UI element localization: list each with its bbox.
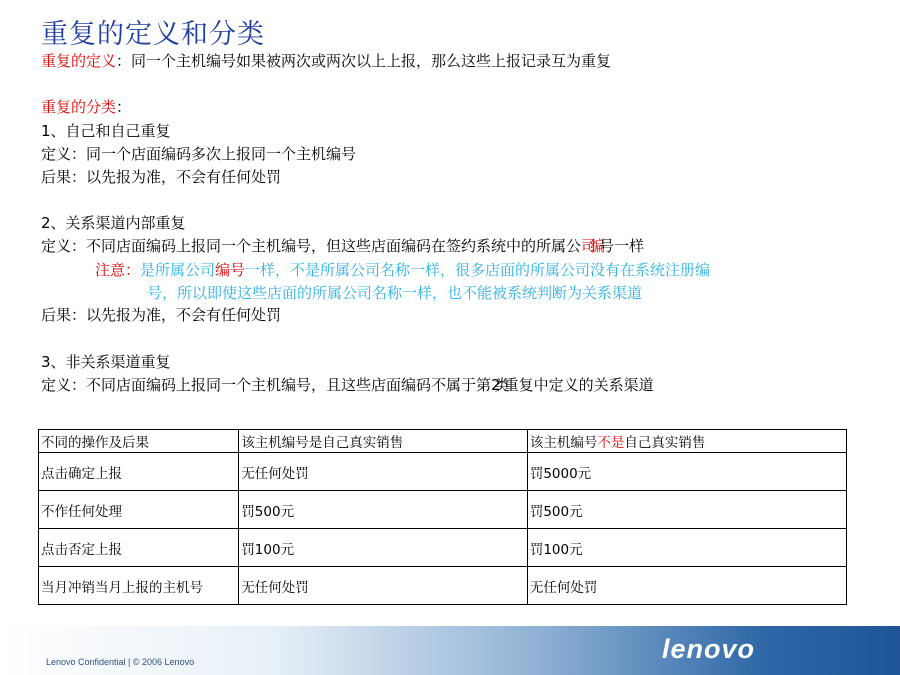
table-header-cell: 不同的操作及后果 <box>39 430 239 453</box>
table-row <box>39 491 847 529</box>
table-header-cell: 该主机编号是自己真实销售 <box>239 430 528 453</box>
table-cell: 罚500元 <box>239 491 528 529</box>
header-c3-a: 该主机编号 <box>529 435 598 451</box>
table-cell: 罚5000元 <box>527 453 846 491</box>
section-2-definition-overlap: 司编 <box>581 237 600 255</box>
table-cell: 不作任何处理 <box>39 491 239 529</box>
note-label: 注意： <box>95 261 141 279</box>
table-cell: 罚100元 <box>239 529 528 567</box>
definition-colon: ： <box>116 52 132 70</box>
page-title: 重复的定义和分类 <box>41 19 265 50</box>
table-cell: 当月冲销当月上报的主机号 <box>39 567 239 605</box>
note-part1-red: 编号 <box>215 261 246 279</box>
section-3-definition <box>41 375 654 395</box>
classification-label: 重复的分类 <box>41 98 117 116</box>
table-row <box>39 453 847 491</box>
footer-confidential-text: Lenovo Confidential | © 2006 Lenovo <box>46 657 195 667</box>
classification-colon: ： <box>116 98 132 116</box>
lenovo-logo: lenovo <box>662 634 756 664</box>
classification-line <box>41 97 131 117</box>
section-2-definition-b: 号一样 <box>599 237 645 255</box>
section-3-heading: 3、非关系渠道重复 <box>41 353 171 371</box>
table-cell: 无任何处罚 <box>527 567 846 605</box>
table-cell: 点击确定上报 <box>39 453 239 491</box>
note-line-2: 号，所以即使这些店面的所属公司名称一样，也不能被系统判断为关系渠道 <box>147 284 643 302</box>
section-3-definition-a: 定义：不同店面编码上报同一个主机编号，且这些店面编码不属于第 <box>41 376 492 394</box>
section-2-definition <box>41 236 644 256</box>
note-part1: 是所属公司 <box>140 261 216 279</box>
definition-text: 同一个主机编号如果被两次或两次以上上报，那么这些上报记录互为重复 <box>131 52 612 70</box>
section-2-definition-a: 定义：不同店面编码上报同一个主机编号，但这些店面编码在签约系统中的所属公 <box>41 237 582 255</box>
table-header-cell <box>527 430 846 453</box>
table-header-row <box>39 430 847 453</box>
section-3-definition-overlap: 2类 <box>491 376 504 394</box>
section-1-heading: 1、自己和自己重复 <box>41 122 171 140</box>
header-c3-b: 自己真实销售 <box>624 435 706 451</box>
section-2-heading: 2、关系渠道内部重复 <box>41 214 186 232</box>
table-cell: 无任何处罚 <box>239 567 528 605</box>
table-cell: 罚500元 <box>527 491 846 529</box>
table-row <box>39 567 847 605</box>
table-cell: 无任何处罚 <box>239 453 528 491</box>
note-line-1 <box>95 260 710 280</box>
section-3-definition-b: 重复中定义的关系渠道 <box>503 376 654 394</box>
definition-label: 重复的定义 <box>41 52 117 70</box>
section-2-consequence: 后果：以先报为准，不会有任何处罚 <box>41 306 282 324</box>
note-part1-rest: 一样，不是所属公司名称一样，很多店面的所属公司没有在系统注册编 <box>245 261 711 279</box>
header-c3-red: 不是 <box>597 435 625 451</box>
table-cell: 罚100元 <box>527 529 846 567</box>
table-cell: 点击否定上报 <box>39 529 239 567</box>
table-row <box>39 529 847 567</box>
penalty-table <box>38 429 847 605</box>
section-1-definition: 定义：同一个店面编码多次上报同一个主机编号 <box>41 145 357 163</box>
section-1-consequence: 后果：以先报为准，不会有任何处罚 <box>41 168 282 186</box>
footer-band <box>0 626 900 675</box>
definition-line <box>41 51 611 71</box>
